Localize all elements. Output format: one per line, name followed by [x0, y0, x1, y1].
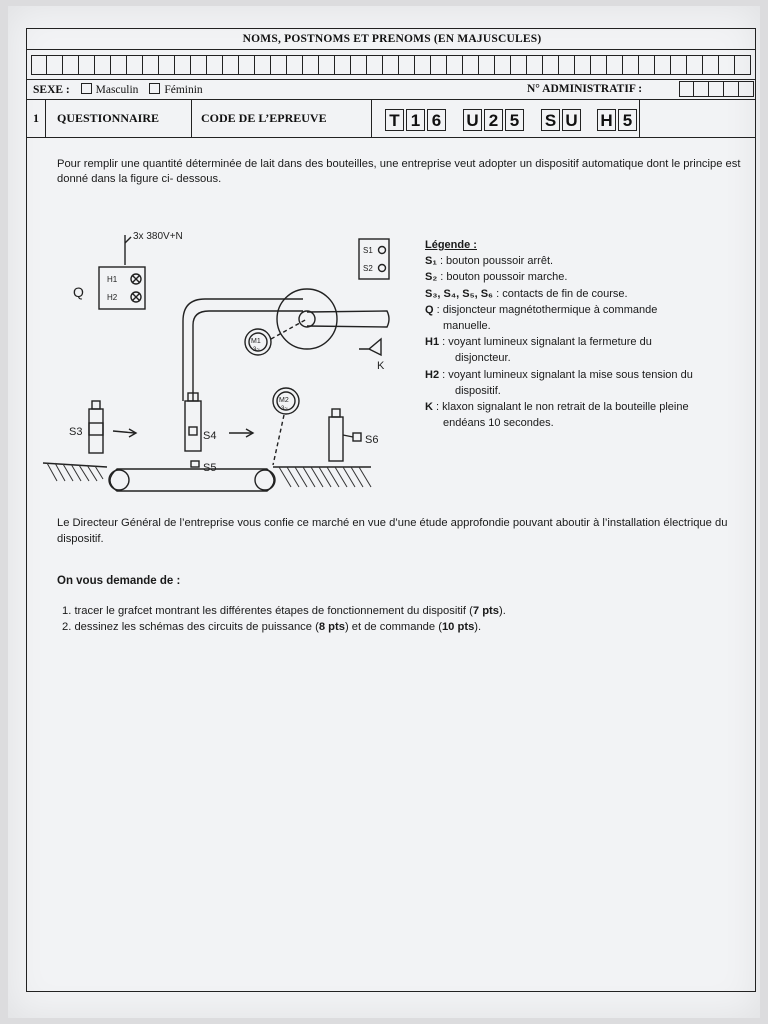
masculin-label: Masculin [95, 84, 139, 96]
admin-label: N° ADMINISTRATIF : [527, 83, 643, 95]
name-cells[interactable] [31, 55, 751, 75]
legend-item-cont: endéans 10 secondes. [443, 417, 554, 430]
divider [639, 99, 640, 137]
q-label: Q [73, 284, 84, 300]
feminin-label: Féminin [164, 84, 203, 96]
supply-label: 3x 380V+N [133, 231, 183, 242]
legend-item: Q : disjoncteur magnétothermique à commande [425, 303, 658, 316]
code-char: U [562, 109, 581, 131]
sexe-row [33, 83, 203, 96]
task-list [62, 603, 506, 635]
code-char: U [463, 109, 482, 131]
h1-label: H1 [107, 275, 118, 284]
sexe-label: SEXE : [33, 84, 70, 96]
bottle-left [89, 409, 103, 453]
s6-label: S6 [365, 434, 379, 446]
legend-item: H2 : voyant lumineux signalant la mise sous tension du [425, 368, 693, 381]
demand-title: On vous demande de : [57, 575, 181, 587]
s1-label: S1 [363, 246, 373, 255]
m2-label: M2 [279, 397, 289, 404]
legend-item-cont: dispositif. [455, 384, 501, 397]
admin-number-cells[interactable] [679, 81, 754, 97]
names-header-title: NOMS, POSTNOMS ET PRENOMS (EN MAJUSCULES) [242, 33, 542, 45]
legend-item-cont: manuelle. [443, 320, 491, 333]
divider [45, 99, 46, 137]
divider [27, 137, 755, 138]
s5-contact [191, 461, 199, 467]
code-group-1 [385, 109, 446, 131]
m1-label: M1 [251, 338, 261, 345]
legend-item: S₂ : bouton poussoir marche. [425, 271, 568, 284]
divider [371, 99, 372, 137]
code-char: S [541, 109, 560, 131]
page-frame [26, 28, 756, 992]
masculin-checkbox[interactable] [81, 83, 92, 94]
pushbutton-box [359, 239, 389, 279]
feminin-checkbox[interactable] [149, 83, 160, 94]
conveyor-belt [110, 469, 274, 491]
legend-item: S₃, S₄, S₅, S₆ : contacts de fin de course. [425, 287, 628, 300]
task-item: 1. tracer le grafcet montrant les différentes étapes de fonctionnement du dispositif (7 pts). [62, 605, 506, 617]
supply-tick [125, 237, 131, 243]
code-char: 5 [618, 109, 637, 131]
bottle-center [185, 401, 201, 451]
machine-diagram [41, 225, 421, 495]
filler-wheel [277, 289, 337, 349]
bottle-right [329, 417, 343, 461]
m2-sub: 3~ [281, 406, 288, 412]
divider [191, 99, 192, 137]
code-group-3 [541, 109, 581, 131]
legend-title: Légende : [425, 239, 477, 251]
s6-contact [353, 433, 361, 441]
legend-item: H1 : voyant lumineux signalant la fermeture du [425, 336, 652, 349]
exam-sheet [8, 6, 760, 1018]
s2-label: S2 [363, 264, 373, 273]
code-char: H [597, 109, 616, 131]
code-char: 1 [406, 109, 425, 131]
divider [27, 49, 755, 50]
s5-label: S5 [203, 462, 217, 474]
code-group-4 [597, 109, 637, 131]
k-label: K [377, 360, 385, 372]
s4-label: S4 [203, 430, 217, 442]
divider [27, 99, 755, 100]
legend-item: K : klaxon signalant le non retrait de la bouteille pleine [425, 401, 689, 414]
code-char: T [385, 109, 404, 131]
filling-pipe [183, 299, 303, 401]
breaker-q-box [99, 267, 145, 309]
code-epreuve-label: CODE DE L’EPREUVE [201, 111, 327, 125]
legend-item-cont: disjoncteur. [455, 352, 511, 365]
task-item: 2. dessinez les schémas des circuits de puissance (8 pts) et de commande (10 pts). [62, 621, 482, 633]
question-number: 1 [33, 111, 39, 125]
questionnaire-label: QUESTIONNAIRE [57, 111, 160, 125]
s3-label: S3 [69, 426, 83, 438]
h2-label: H2 [107, 293, 118, 302]
context-paragraph: Le Directeur Général de l’entreprise vous confie ce marché en vue d’une étude approfondie pouvant aboutir à l’installation électrique du dispositif. [57, 517, 728, 545]
m1-sub: 3~ [253, 347, 260, 353]
code-group-2 [463, 109, 524, 131]
filler-arm [307, 311, 389, 327]
code-char: 2 [484, 109, 503, 131]
legend-item: S₁ : bouton poussoir arrêt. [425, 255, 554, 268]
divider [27, 79, 755, 80]
klaxon-k [359, 339, 381, 355]
legend [425, 237, 755, 431]
code-char: 5 [505, 109, 524, 131]
code-char: 6 [427, 109, 446, 131]
ground-left [43, 463, 107, 467]
intro-text: Pour remplir une quantité déterminée de lait dans des bouteilles, une entreprise veut adopter un dispositif automatique dont le principe est donné dans la figure ci- dessous. [57, 158, 741, 185]
